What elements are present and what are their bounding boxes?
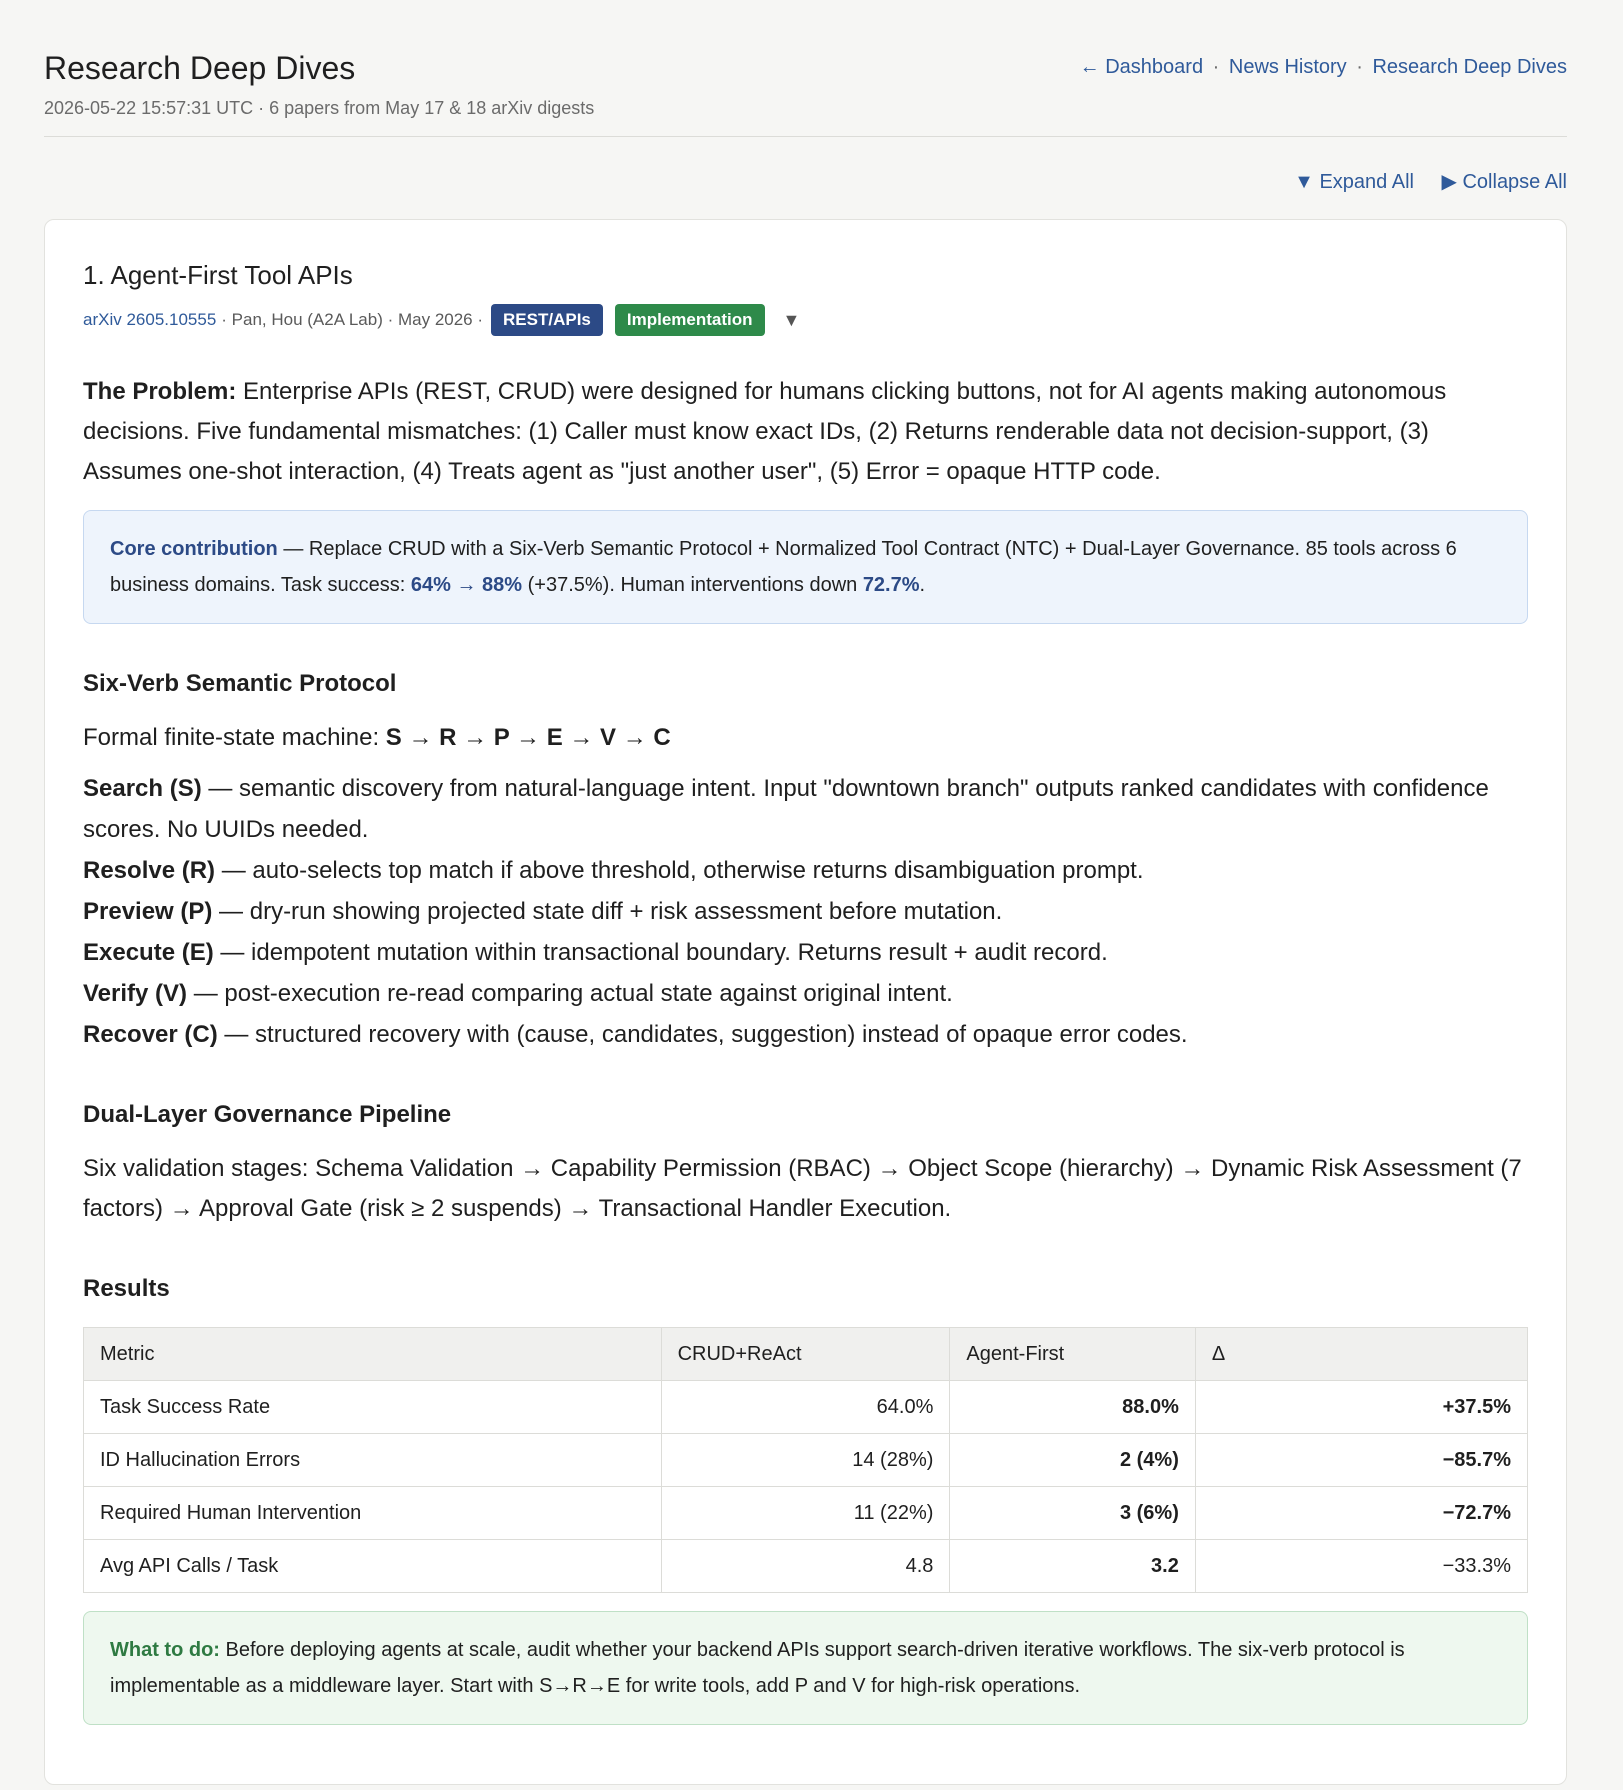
- verb-desc: — semantic discovery from natural-language intent. Input "downtown branch" outputs ranked candidates with confidence scores. No UUIDs needed.: [83, 775, 1489, 843]
- problem-label: The Problem:: [83, 378, 237, 405]
- table-header-row: [84, 1328, 1528, 1381]
- what-to-do-text: Before deploying agents at scale, audit whether your backend APIs support search-driven iterative workflows. The six-verb protocol is implementable as a middleware layer. Start with S→R→E for write tools, add P and V for high-risk operations.: [110, 1639, 1405, 1697]
- table-row: [84, 1434, 1528, 1487]
- paper-card: [44, 219, 1567, 1785]
- table-row: [84, 1540, 1528, 1593]
- delta-cell: −85.7%: [1195, 1434, 1527, 1487]
- section-heading-six-verb: Six-Verb Semantic Protocol: [83, 670, 397, 697]
- agent-first-cell: 3.2: [950, 1540, 1195, 1593]
- column-header: Agent-First: [950, 1328, 1195, 1381]
- table-row: [84, 1381, 1528, 1434]
- core-arrow: →: [450, 574, 483, 596]
- verb-desc: — post-execution re-read comparing actual state against original intent.: [187, 980, 953, 1007]
- metric-cell: Required Human Intervention: [84, 1487, 662, 1540]
- column-header: Metric: [84, 1328, 662, 1381]
- nav-news-history-link[interactable]: News History: [1228, 56, 1347, 78]
- delta-cell: −72.7%: [1195, 1487, 1527, 1540]
- metric-cell: ID Hallucination Errors: [84, 1434, 662, 1487]
- verb-item: [83, 891, 1528, 932]
- core-highlight: 88%: [482, 574, 523, 596]
- metric-cell: Task Success Rate: [84, 1381, 662, 1434]
- column-header: CRUD+ReAct: [661, 1328, 950, 1381]
- core-text: .: [919, 574, 926, 596]
- baseline-cell: 4.8: [661, 1540, 950, 1593]
- nav-separator: ·: [1212, 56, 1220, 78]
- verb-item: [83, 973, 1528, 1014]
- delta-cell: +37.5%: [1195, 1381, 1527, 1434]
- tag-badge-rest-apis: REST/APIs: [491, 304, 603, 336]
- page-title: Research Deep Dives: [44, 50, 356, 86]
- verb-desc: — auto-selects top match if above threshold, otherwise returns disambiguation prompt.: [215, 857, 1144, 884]
- top-nav: [1080, 56, 1567, 79]
- fsm-label: Formal finite-state machine:: [83, 724, 386, 751]
- nav-deep-dives-link[interactable]: Research Deep Dives: [1372, 56, 1567, 78]
- baseline-cell: 64.0%: [661, 1381, 950, 1434]
- agent-first-cell: 88.0%: [950, 1381, 1195, 1434]
- paper-title: 1. Agent-First Tool APIs: [83, 260, 353, 290]
- nav-separator: ·: [1356, 56, 1363, 78]
- fsm-line: [83, 718, 1528, 758]
- nav-dashboard-link[interactable]: ← Dashboard: [1079, 56, 1204, 78]
- paper-authors-date: · Pan, Hou (A2A Lab) · May 2026 ·: [221, 310, 484, 329]
- delta-cell: −33.3%: [1195, 1540, 1527, 1593]
- agent-first-cell: 3 (6%): [950, 1487, 1195, 1540]
- governance-text: Six validation stages: Schema Validation → Capability Permission (RBAC) → Object Scope (hierarchy) → Dynamic Risk Assessment (7 factors) → Approval Gate (risk ≥ 2 suspends) → Transactional Handler Execution.: [83, 1155, 1522, 1222]
- table-row: [84, 1487, 1528, 1540]
- expand-collapse-controls: [44, 169, 1567, 199]
- results-table: [83, 1327, 1528, 1593]
- verb-desc: — idempotent mutation within transactional boundary. Returns result + audit record.: [213, 939, 1108, 966]
- agent-first-cell: 2 (4%): [950, 1434, 1195, 1487]
- column-header: Δ: [1195, 1328, 1527, 1381]
- what-to-do-box: [83, 1611, 1528, 1725]
- verb-item: [83, 932, 1528, 973]
- chevron-down-icon[interactable]: ▼: [782, 309, 801, 330]
- core-text: — Replace CRUD with a Six-Verb Semantic Protocol + Normalized Tool Contract (NTC) + Dual-Layer Governance. 85 tools across 6 business domains. Task success:: [110, 538, 1457, 596]
- core-highlight: 72.7%: [862, 574, 920, 596]
- problem-statement: [83, 372, 1528, 492]
- verb-name: Verify (V): [83, 980, 188, 1007]
- fsm-sequence: S → R → P → E → V → C: [385, 724, 671, 751]
- core-highlight: 64%: [410, 574, 451, 596]
- verb-name: Resolve (R): [83, 857, 216, 884]
- verb-name: Search (S): [83, 775, 202, 802]
- what-to-do-label: What to do:: [110, 1639, 220, 1661]
- expand-all-button[interactable]: ▼ Expand All: [1294, 171, 1414, 193]
- verb-name: Preview (P): [83, 898, 213, 925]
- core-contribution-label: Core contribution: [110, 538, 278, 560]
- section-heading-results: Results: [83, 1275, 170, 1302]
- verb-item: [83, 850, 1528, 891]
- baseline-cell: 14 (28%): [661, 1434, 950, 1487]
- verb-name: Recover (C): [83, 1021, 218, 1048]
- section-heading-governance: Dual-Layer Governance Pipeline: [83, 1101, 452, 1128]
- problem-text: Enterprise APIs (REST, CRUD) were designed for humans clicking buttons, not for AI agents making autonomous decisions. Five fundamental mismatches: (1) Caller must know exact IDs, (2) Returns renderable data not decision-support, (3) Assumes one-shot interaction, (4) Treats agent as "just another user", (5) Error = opaque HTTP code.: [83, 378, 1447, 485]
- verb-desc: — structured recovery with (cause, candidates, suggestion) instead of opaque error codes.: [217, 1021, 1188, 1048]
- core-text: (+37.5%). Human interventions down: [522, 574, 863, 596]
- tag-badge-implementation: Implementation: [615, 304, 765, 336]
- metric-cell: Avg API Calls / Task: [84, 1540, 662, 1593]
- verb-desc: — dry-run showing projected state diff + risk assessment before mutation.: [212, 898, 1003, 925]
- verb-name: Execute (E): [83, 939, 214, 966]
- arxiv-link[interactable]: arXiv 2605.10555: [83, 310, 217, 329]
- page-header: [44, 0, 1567, 137]
- core-contribution-box: [83, 510, 1528, 624]
- verb-item: [83, 768, 1528, 850]
- collapse-all-button[interactable]: ▶ Collapse All: [1441, 171, 1567, 193]
- page-subtitle: 2026-05-22 15:57:31 UTC · 6 papers from May 17 & 18 arXiv digests: [44, 98, 595, 118]
- verb-item: [83, 1014, 1528, 1055]
- baseline-cell: 11 (22%): [661, 1487, 950, 1540]
- paper-meta: [83, 304, 1528, 336]
- verb-list: [83, 768, 1528, 1055]
